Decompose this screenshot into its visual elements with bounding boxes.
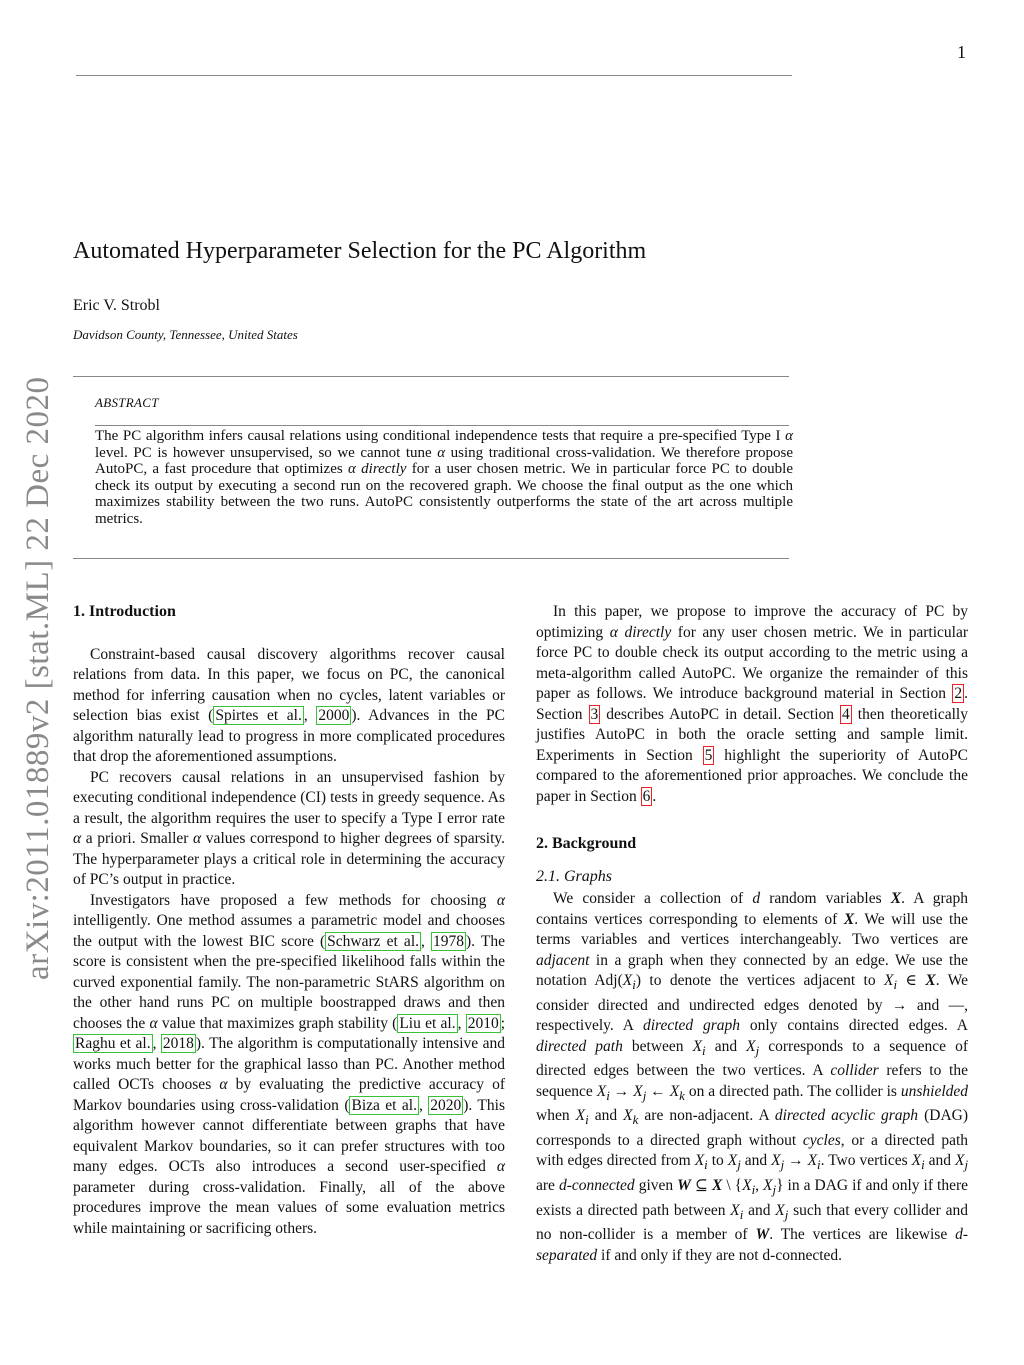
- citation-link[interactable]: 2010: [467, 1014, 499, 1032]
- subsection-heading-graphs: 2.1. Graphs: [536, 867, 613, 885]
- citation-link[interactable]: 2020: [430, 1096, 462, 1114]
- author-name: Eric V. Strobl: [73, 297, 160, 314]
- abstract-body: The PC algorithm infers causal relations using conditional independence tests that require a pre-specified Type I α level. PC is however unsupervised, so we cannot tune α using traditional cross-validation. We therefore propose AutoPC, a fast procedure that optimizes α directly for a user chosen metric. We in particular force PC to double check its output by executing a second run on the recovered graph. We choose the final output as the one which maximizes stability between the two runs. AutoPC consistently outperforms the state of the art across multiple metrics.: [95, 428, 794, 527]
- citation-link[interactable]: Biza et al.: [351, 1096, 417, 1114]
- citation-link[interactable]: 1978: [433, 932, 465, 950]
- header-rule: [76, 75, 792, 76]
- citation-link[interactable]: 2018: [162, 1035, 194, 1052]
- citation-link[interactable]: Spirtes et al.: [215, 707, 302, 724]
- left-column: [73, 602, 505, 1239]
- section-heading-background: 2. Background: [536, 835, 637, 852]
- intro-paragraph-4: In this paper, we propose to improve the accuracy of PC by optimizing α directly for any user chosen metric. We in particular force PC to double check its output according to the metric using a meta-algorithm called AutoPC. We organize the remainder of this paper as follows. We introduce background material in Section 2 . Section 3 describes AutoPC in detail. Section 4 then theoretically justifies AutoPC in both the oracle setting and sample limit. Experiments in Section 5 highlight the superiority of AutoPC compared to the aforementioned prior approaches. We conclude the paper in Section 6 .: [536, 603, 968, 805]
- section-link[interactable]: 5: [704, 746, 713, 764]
- citation-link[interactable]: Schwarz et al.: [327, 932, 419, 950]
- intro-paragraph-2: PC recovers causal relations in an unsupervised fashion by executing conditional independence (CI) tests in greedy sequence. As a result, the algorithm requires the user to specify a Type I error rate α a priori. Smaller α values correspond to higher degrees of sparsity. The hyperparameter plays a critical role in determining the accuracy of PC’s output in practice.: [73, 768, 505, 888]
- abstract-heading-rule: [95, 425, 789, 426]
- arxiv-stamp: arXiv:2011.01889v2 [stat.ML] 22 Dec 2020: [20, 376, 56, 980]
- citation-link[interactable]: Liu et al.: [399, 1014, 456, 1032]
- author-affiliation: Davidson County, Tennessee, United States: [73, 327, 298, 342]
- section-link[interactable]: 4: [842, 705, 850, 723]
- paper-title: Automated Hyperparameter Selection for the PC Algorithm: [73, 238, 647, 264]
- section-heading-introduction: 1. Introduction: [73, 603, 176, 620]
- section-link[interactable]: 2: [954, 685, 963, 702]
- right-column: [536, 602, 968, 1266]
- intro-paragraph-3: Investigators have proposed a few methods for choosing α intelligently. One method assumes a parametric model and chooses the output with the lowest BIC score ( Schwarz et al. , 1978 ). The score is consistent when the pre-specified likelihood falls within the curved exponential family. The non-parametric StARS algorithm on the other hand runs PC on multiple boostrapped draws and then chooses the α value that maximizes graph stability ( Liu et al. , 2010 ; Raghu et al. , 2018 ). The algorithm is computationally intensive and works much better for the graphical lasso than PC. Another method called OCTs chooses α by evaluating the predictive accuracy of Markov boundaries using cross-validation ( Biza et al. , 2020 ). This algorithm however cannot differentiate between graphs that have equivalent Markov boundaries, so it can prefer structures with too many edges. OCTs also introduces a second user-specified α parameter during cross-validation. Finally, all of the above procedures improve the mean values of some evaluation metrics while maintaining or sacrificing others.: [73, 891, 506, 1237]
- section-link[interactable]: 3: [590, 705, 599, 723]
- abstract-heading: ABSTRACT: [95, 395, 159, 410]
- citation-link[interactable]: 2000: [318, 707, 350, 724]
- background-paragraph: We consider a collection of d random variables X. A graph contains vertices corresponding to elements of X. We will use the terms variables and vertices interchangeably. Two vertices are adjacent in a graph when they connected by an edge. We use the notation $Adj(X_i)$ to denote the vertices adjacent to $X_i$ ∈ X. We consider directed and undirected edges denoted by → and —, respectively. A directed graph only contains directed edges. A directed path between $X_i$ and $X_j$ corresponds to a sequence of directed edges between the two vertices. A collider refers to the sequence $X_i \to X_j$ ← $X_k$ on a directed path. The collider is unshielded when $X_i$ and $X_k$ are non-adjacent. A directed acyclic graph (DAG) corresponds to a directed graph without cycles, or a directed path with edges directed from $X_i$ to $X_j$ and $X_j \to X_i$. Two vertices $X_i$ and $X_j$ are d-connected given W ⊆ X \ {$X_i$, $X_j$} in a DAG if and only if there exists a directed path between $X_i$ and $X_j$ such that every collider and no non-collider is a member of W. The vertices are likewise d-separated if and only if they are not d-connected.: [536, 890, 969, 1264]
- section-link[interactable]: 6: [642, 787, 651, 805]
- page-number: 1: [957, 42, 966, 62]
- citation-link[interactable]: Raghu et al.: [75, 1035, 151, 1052]
- abstract-bottom-rule: [73, 558, 789, 559]
- abstract-top-rule: [73, 376, 789, 377]
- intro-paragraph-1: Constraint-based causal discovery algorithms recover causal relations from data. In this paper, we focus on PC, the canonical method for inferring causation when no cycles, latent variables or selection bias exist ( Spirtes et al. , 2000 ). Advances in the PC algorithm naturally lead to progress in more complicated procedures that drop the aforementioned assumptions.: [73, 645, 506, 765]
